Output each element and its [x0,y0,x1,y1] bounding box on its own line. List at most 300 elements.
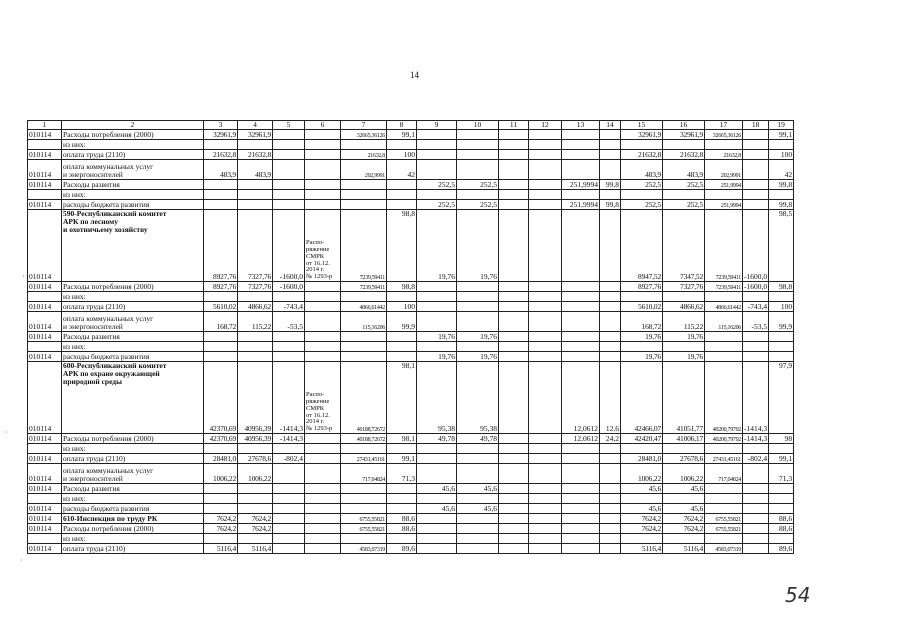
table-cell-col-4: 27678,6 [238,454,273,464]
table-cell-col-17: 40200,79792 [705,362,743,434]
table-cell-col-15 [621,534,663,544]
table-cell-col-16: 19,76 [663,332,705,342]
table-cell-col-10: 19,76 [457,332,499,342]
table-cell-col-7 [341,292,387,302]
table-cell-col-6 [305,454,341,464]
table-cell-col-6 [305,140,341,150]
table-cell-col-12 [529,514,562,524]
table-cell-col-18 [743,342,769,352]
table-cell-col-3 [204,332,238,342]
table-cell-col-17: 7239,59411 [705,282,743,292]
table-cell-col-16: 252,5 [663,180,705,190]
table-cell-col-13 [562,444,600,454]
table-cell-col-10 [457,190,499,200]
table-cell-col-7 [341,494,387,504]
table-cell-col-5 [273,130,305,140]
table-cell-col-19 [769,342,794,352]
table-cell-col-12 [529,444,562,454]
header-cell-col-3: 3 [204,121,238,130]
table-cell-col-1: 010114 [28,200,62,210]
table-cell-col-1: 010114 [28,514,62,524]
table-cell-col-3: 168,72 [204,312,238,332]
table-cell-col-3 [204,190,238,200]
table-cell-col-10 [457,494,499,504]
table-cell-col-11 [499,200,529,210]
table-cell-col-13 [562,282,600,292]
header-cell-col-9: 9 [417,121,457,130]
table-row [28,484,794,494]
table-cell-col-6 [305,524,341,534]
table-cell-col-7: 717,04824 [341,464,387,484]
table-cell-col-13: 12,0612 [562,362,600,434]
table-cell-col-3: 7624,2 [204,514,238,524]
table-cell-col-5 [273,524,305,534]
table-cell-col-3 [204,534,238,544]
table-cell-col-16 [663,292,705,302]
margin-mark: · [20,556,23,565]
table-cell-col-16: 7624,2 [663,524,705,534]
table-cell-col-8 [387,484,417,494]
table-cell-col-19 [769,484,794,494]
table-cell-col-5 [273,342,305,352]
table-cell-col-19: 89,6 [769,544,794,554]
table-cell-col-12 [529,200,562,210]
table-cell-col-8: 98,1 [387,362,417,434]
table-row [28,190,794,200]
table-cell-col-7 [341,140,387,150]
table-cell-col-14 [600,544,621,554]
table-cell-col-14: 99,8 [600,180,621,190]
table-cell-col-19 [769,444,794,454]
table-cell-col-3: 1006,22 [204,464,238,484]
table-cell-col-12 [529,332,562,342]
table-cell-col-4 [238,534,273,544]
table-cell-col-4: 7624,2 [238,514,273,524]
table-cell-col-14 [600,292,621,302]
table-cell-col-2: 590-Республиканский комитет АРК по лесному и охотничьему хозяйству [62,210,204,282]
table-cell-col-9 [417,494,457,504]
table-cell-col-10 [457,534,499,544]
table-cell-col-7: 4583,07319 [341,544,387,554]
table-cell-col-13 [562,342,600,352]
table-cell-col-14 [600,282,621,292]
table-cell-col-15: 7624,2 [621,524,663,534]
table-cell-col-4 [238,444,273,454]
table-cell-col-8 [387,444,417,454]
table-cell-col-7 [341,332,387,342]
table-cell-col-17: 32665,36126 [705,130,743,140]
table-cell-col-15 [621,342,663,352]
table-cell-col-3 [204,200,238,210]
table-cell-col-13 [562,504,600,514]
table-cell-col-3 [204,342,238,352]
table-row [28,514,794,524]
table-cell-col-1: 010114 [28,312,62,332]
table-cell-col-2: оплата труда (2110) [62,544,204,554]
table-cell-col-11 [499,454,529,464]
table-row [28,352,794,362]
table-cell-col-11 [499,504,529,514]
table-cell-col-6: Распо- ряжение СМРК от 16.12. 2014 г. № 1293-р [305,210,341,282]
table-cell-col-6 [305,312,341,332]
header-cell-col-19: 19 [769,121,794,130]
table-cell-col-3 [204,180,238,190]
header-cell-col-2: 2 [62,121,204,130]
table-cell-col-2: Расходы потребления (2000) [62,524,204,534]
table-cell-col-2: 600-Республиканский комитет АРК по охране окружающей природной среды [62,362,204,434]
table-cell-col-5 [273,352,305,362]
table-cell-col-1: 010114 [28,464,62,484]
table-cell-col-16: 21632,8 [663,150,705,160]
table-cell-col-19: 99,1 [769,454,794,464]
table-cell-col-4: 1006,22 [238,464,273,484]
table-cell-col-7 [341,342,387,352]
table-cell-col-12 [529,524,562,534]
table-cell-col-16 [663,444,705,454]
table-cell-col-3: 8927,76 [204,282,238,292]
table-cell-col-19: 98,5 [769,210,794,282]
table-cell-col-1: 010114 [28,150,62,160]
table-cell-col-9: 45,6 [417,484,457,494]
table-cell-col-19 [769,332,794,342]
table-cell-col-18 [743,544,769,554]
table-cell-col-17 [705,332,743,342]
table-cell-col-2: 610-Инспекция по труду РК [62,514,204,524]
table-cell-col-1: 010114 [28,504,62,514]
table-cell-col-3 [204,484,238,494]
table-cell-col-2: Расходы потребления (2000) [62,282,204,292]
table-cell-col-5: -53,5 [273,312,305,332]
table-cell-col-17 [705,534,743,544]
table-cell-col-19: 99,8 [769,200,794,210]
table-cell-col-2: оплата коммунальных услуг и энергоносителей [62,464,204,484]
table-cell-col-18 [743,180,769,190]
header-cell-col-5: 5 [273,121,305,130]
table-cell-col-12 [529,312,562,332]
table-cell-col-9 [417,514,457,524]
table-row [28,494,794,504]
table-cell-col-5 [273,504,305,514]
table-cell-col-3: 5610,02 [204,302,238,312]
table-cell-col-1: 010114 [28,282,62,292]
table-cell-col-10 [457,312,499,332]
table-cell-col-11 [499,534,529,544]
table-cell-col-9 [417,140,457,150]
table-cell-col-7 [341,504,387,514]
table-cell-col-19: 99,8 [769,180,794,190]
table-cell-col-2: из них: [62,190,204,200]
table-cell-col-12 [529,454,562,464]
table-cell-col-3: 42370,69 [204,434,238,444]
table-cell-col-10: 45,6 [457,504,499,514]
table-cell-col-11 [499,210,529,282]
table-cell-col-1 [28,494,62,504]
table-cell-col-18 [743,160,769,180]
table-cell-col-5 [273,494,305,504]
table-cell-col-15: 5116,4 [621,544,663,554]
table-cell-col-2: из них: [62,342,204,352]
table-cell-col-17 [705,504,743,514]
table-cell-col-16: 32961,9 [663,130,705,140]
table-cell-col-1 [28,342,62,352]
table-cell-col-10 [457,544,499,554]
table-cell-col-3: 21632,8 [204,150,238,160]
table-cell-col-15 [621,494,663,504]
table-cell-col-9 [417,524,457,534]
table-cell-col-9 [417,160,457,180]
table-cell-col-18: -1414,3 [744,434,768,444]
table-cell-col-15: 32961,9 [621,130,663,140]
table-cell-col-2: из них: [62,534,204,544]
table-cell-col-18 [743,150,769,160]
table-cell-col-1: 010114 [28,302,62,312]
table-cell-col-9 [417,444,457,454]
table-cell-col-19 [769,292,794,302]
table-cell-col-13: 251,9994 [562,200,600,210]
handwritten-page-number: 54 [785,583,811,607]
table-cell-col-9 [417,544,457,554]
table-cell-col-18 [743,292,769,302]
table-cell-col-17: 115,16206 [705,312,743,332]
table-cell-col-4 [238,140,273,150]
table-cell-col-12 [529,504,562,514]
table-cell-col-14: 24,2 [600,434,621,444]
table-cell-col-6 [305,464,341,484]
table-cell-col-14 [600,210,621,282]
table-cell-col-18: -1414,3 [743,362,769,434]
table-cell-col-7: 40188,72672 [341,434,387,444]
table-cell-col-7: 202,9991 [341,160,387,180]
table-cell-col-2: оплата труда (2110) [62,454,204,464]
table-cell-col-2: Расходы потребления (2000) [62,434,204,444]
table-cell-col-13 [562,190,600,200]
table-cell-col-17 [705,352,743,362]
table-cell-col-16 [663,140,705,150]
table-cell-col-9 [417,312,457,332]
table-cell-col-18 [743,352,769,362]
table-cell-col-15: 5610,02 [621,302,663,312]
table-cell-col-8 [387,332,417,342]
table-cell-col-14 [600,534,621,544]
table-cell-col-4: 21632,8 [238,150,273,160]
table-cell-col-14 [600,160,621,180]
table-header-row [28,121,794,130]
table-cell-col-7: 7239,59411 [341,282,387,292]
table-cell-col-15: 252,5 [621,180,663,190]
header-cell-col-1: 1 [28,121,62,130]
table-cell-col-13 [562,464,600,484]
header-cell-col-10: 10 [457,121,499,130]
table-cell-col-11 [499,130,529,140]
table-cell-col-18 [743,140,769,150]
table-cell-col-12 [529,180,562,190]
table-cell-col-7: 40188,72672 [341,362,387,434]
table-cell-col-5 [273,200,305,210]
table-cell-col-6 [305,292,341,302]
table-cell-col-13 [562,130,600,140]
table-cell-col-15: 19,76 [621,352,663,362]
table-cell-col-13 [562,160,600,180]
table-cell-col-14 [600,342,621,352]
table-cell-col-6 [305,444,341,454]
table-cell-col-17: 4866,61442 [705,302,743,312]
table-cell-col-14 [600,190,621,200]
table-cell-col-11 [499,434,529,444]
table-cell-col-10 [457,454,499,464]
table-cell-col-5 [273,180,305,190]
table-cell-col-9: 252,5 [417,180,457,190]
table-cell-col-6 [305,342,341,352]
table-cell-col-15: 42466,07 [621,362,663,434]
table-cell-col-12 [529,190,562,200]
table-cell-col-18: -802,4 [743,454,769,464]
table-cell-col-11 [499,332,529,342]
table-cell-col-19: 97,9 [769,362,794,434]
table-cell-col-13 [562,494,600,504]
table-cell-col-11 [499,312,529,332]
table-cell-col-9 [417,464,457,484]
table-cell-col-8: 98,1 [387,434,417,444]
table-row [28,524,794,534]
table-cell-col-4: 7624,2 [238,524,273,534]
table-cell-col-11 [499,444,529,454]
table-cell-col-3 [204,494,238,504]
table-cell-col-8: 42 [387,160,417,180]
table-cell-col-1: 010114 [28,352,62,362]
table-cell-col-19: 88,6 [769,524,794,534]
table-cell-col-5 [273,514,305,524]
table-row [28,130,794,140]
table-cell-col-11 [499,140,529,150]
table-cell-col-18 [743,190,769,200]
table-cell-col-13 [562,352,600,362]
header-cell-col-17: 17 [705,121,743,130]
table-cell-col-10 [457,150,499,160]
table-cell-col-3 [204,504,238,514]
table-cell-col-18 [743,534,769,544]
table-cell-col-11 [499,464,529,484]
table-cell-col-6 [305,534,341,544]
table-cell-col-17: 7239,59411 [705,210,743,282]
header-cell-col-12: 12 [529,121,562,130]
table-cell-col-19: 98 [769,434,794,444]
table-cell-col-9 [417,150,457,160]
table-row [28,160,794,180]
table-cell-col-9: 19,76 [417,352,457,362]
table-row [28,180,794,190]
table-cell-col-10 [457,140,499,150]
table-cell-col-6 [305,434,341,444]
table-cell-col-15: 1006,22 [621,464,663,484]
table-cell-col-3: 483,9 [204,160,238,180]
table-cell-col-1 [28,140,62,150]
table-cell-col-1: 010114 [28,332,62,342]
table-cell-col-16: 45,6 [663,504,705,514]
table-row [28,342,794,352]
table-cell-col-14 [600,302,621,312]
table-cell-col-17: 6755,55821 [705,514,743,524]
table-cell-col-8: 88,6 [387,524,417,534]
table-cell-col-19: 98,8 [769,282,794,292]
table-cell-col-18: -1600,0 [743,210,769,282]
table-cell-col-16: 7327,76 [663,282,705,292]
table-cell-col-4 [238,190,273,200]
table-cell-col-19: 71,3 [769,464,794,484]
table-cell-col-11 [499,160,529,180]
table-cell-col-5 [273,484,305,494]
table-cell-col-16: 41006,17 [663,434,705,444]
table-cell-col-16: 483,9 [663,160,705,180]
table-cell-col-4: 40956,39 [238,362,273,434]
table-cell-col-9 [417,342,457,352]
table-cell-col-3: 8927,76 [204,210,238,282]
table-cell-col-8 [387,200,417,210]
table-row [28,544,794,554]
table-cell-col-8 [387,534,417,544]
table-cell-col-14 [600,130,621,140]
table-cell-col-12 [529,342,562,352]
header-cell-col-4: 4 [238,121,273,130]
table-cell-col-2: из них: [62,444,204,454]
table-cell-col-16: 45,6 [663,484,705,494]
table-cell-col-11 [499,524,529,534]
table-cell-col-10: 45,6 [457,484,499,494]
table-cell-col-9: 19,76 [417,210,457,282]
table-cell-col-2: Расходы развития [62,180,204,190]
header-cell-col-15: 15 [621,121,663,130]
table-cell-col-17: 202,9991 [705,160,743,180]
table-cell-col-14 [600,504,621,514]
table-cell-col-17: 27431,45161 [705,454,743,464]
table-cell-col-11 [499,292,529,302]
table-cell-col-14 [600,444,621,454]
table-cell-col-4: 5116,4 [238,544,273,554]
table-cell-col-4: 40956,39 [238,434,273,444]
table-cell-col-11 [499,514,529,524]
table-cell-col-14: 99,8 [600,200,621,210]
table-cell-col-1: 010114 [28,210,62,282]
table-cell-col-11 [499,282,529,292]
table-cell-col-11 [499,180,529,190]
table-cell-col-2: оплата труда (2110) [62,302,204,312]
table-cell-col-3 [204,352,238,362]
table-row [28,454,794,464]
table-cell-col-7: 115,16206 [341,312,387,332]
table-cell-col-16 [663,494,705,504]
table-cell-col-2: расходы бюджета развития [62,200,204,210]
table-cell-col-7: 6755,55821 [341,524,387,534]
table-cell-col-19 [769,190,794,200]
table-cell-col-8: 100 [387,302,417,312]
table-cell-col-10 [457,444,499,454]
table-cell-col-16: 1006,22 [663,464,705,484]
table-cell-col-2: Расходы развития [62,332,204,342]
header-cell-col-11: 11 [499,121,529,130]
table-cell-col-2: оплата коммунальных услуг и энергоносителей [62,160,204,180]
table-cell-col-16: 4866,62 [663,302,705,312]
table-cell-col-2: Расходы развития [62,484,204,494]
table-cell-col-6 [305,494,341,504]
table-cell-col-8 [387,190,417,200]
table-cell-col-11 [499,544,529,554]
table-cell-col-7 [341,352,387,362]
table-cell-col-15: 168,72 [621,312,663,332]
table-cell-col-17: 40200,79792 [705,434,743,444]
table-cell-col-6 [305,282,341,292]
table-cell-col-3: 28481,0 [204,454,238,464]
table-cell-col-13 [562,544,600,554]
table-cell-col-1: 010114 [28,544,62,554]
